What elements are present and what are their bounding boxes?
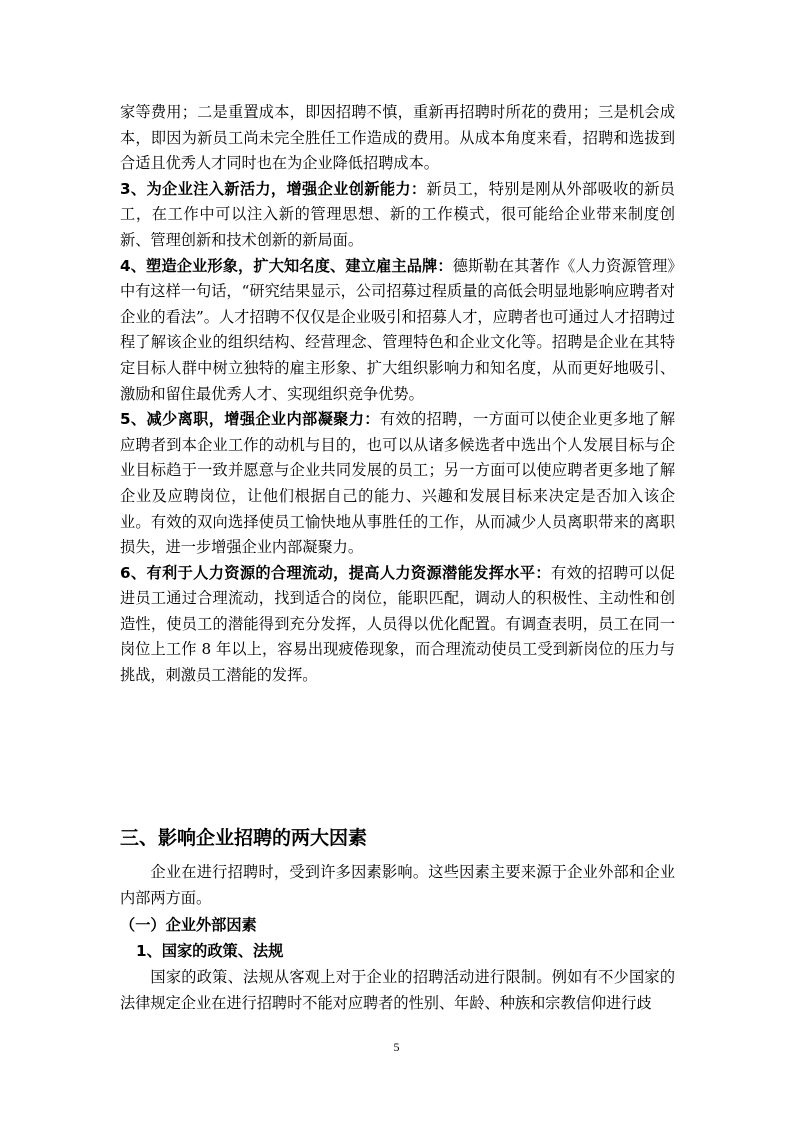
- continued-paragraph: 家等费用；二是重置成本，即因招聘不慎，重新再招聘时所花的费用；三是机会成本，即因为新员工尚未完全胜任工作造成的费用。从成本角度来看，招聘和选拔到合适且优秀人才同时也在为企业降低招聘成本。: [120, 103, 675, 173]
- item-6-text: 有效的招聘可以促进员工通过合理流动，找到适合的岗位，能职匹配，调动人的积极性、主动性和创造性，使员工的潜能得到充分发挥，人员得以优化配置。有调查表明，员工在同一岗位上工作 8 年以上，容易出现疲倦现象，而合理流动使员工受到新岗位的压力与挑战，刺激员工潜能的发挥。: [120, 563, 675, 685]
- subsubsection-title: 1、国家的政策、法规: [136, 942, 284, 960]
- item-5-text: 有效的招聘，一方面可以使企业更多地了解应聘者到本企业工作的动机与目的，也可以从诸多候选者中选出个人发展目标与企业目标趋于一致并愿意与企业共同发展的员工；另一方面可以使应聘者更多地了解企业及应聘岗位，让他们根据自己的能力、兴趣和发展目标来决定是否加入该企业。有效的双向选择使员工愉快地从事胜任的工作，从而减少人员离职带来的离职损失，进一步增强企业内部凝聚力。: [120, 410, 676, 557]
- section-title: 三、影响企业招聘的两大因素: [120, 827, 368, 849]
- list-item-3: [120, 177, 675, 254]
- last-paragraph: 国家的政策、法规从客观上对于企业的招聘活动进行限制。例如有不少国家的法律规定企业在进行招聘时不能对应聘者的性别、年龄、种族和宗教信仰进行歧: [120, 968, 675, 1012]
- page-number: 5: [393, 1040, 400, 1054]
- item-5-lead: 5、减少离职，增强企业内部凝聚力：: [120, 410, 380, 429]
- list-item-4: [120, 254, 675, 408]
- item-3-lead: 3、为企业注入新活力，增强企业创新能力：: [120, 179, 427, 198]
- list-item-6: [120, 561, 675, 689]
- item-3-text: 新员工，特别是刚从外部吸收的新员工，在工作中可以注入新的管理思想、新的工作模式，很可能给企业带来制度创新、管理创新和技术创新的新局面。: [120, 179, 675, 249]
- section-intro: 企业在进行招聘时，受到许多因素影响。这些因素主要来源于企业外部和企业内部两方面。: [120, 863, 675, 907]
- subsection-title: （一）企业外部因素: [120, 916, 257, 934]
- list-item-5: [120, 407, 675, 561]
- item-4-text: 德斯勒在其著作《人力资源管理》中有这样一句话，“研究结果显示，公司招募过程质量的高低会明显地影响应聘者对企业的看法”。人才招聘不仅仅是企业吸引和招募人才，应聘者也可通过人才招聘过程了解该企业的组织结构、经营理念、管理特色和企业文化等。招聘是企业在其特定目标人群中树立独特的雇主形象、扩大组织影响力和知名度，从而更好地吸引、激励和留住最优秀人才、实现组织竞争优势。: [120, 256, 675, 403]
- body-text-upper: [120, 100, 675, 689]
- item-6-lead: 6、有利于人力资源的合理流动，提高人力资源潜能发挥水平：: [120, 563, 551, 582]
- item-4-lead: 4、塑造企业形象，扩大知名度、建立雇主品牌：: [120, 256, 453, 275]
